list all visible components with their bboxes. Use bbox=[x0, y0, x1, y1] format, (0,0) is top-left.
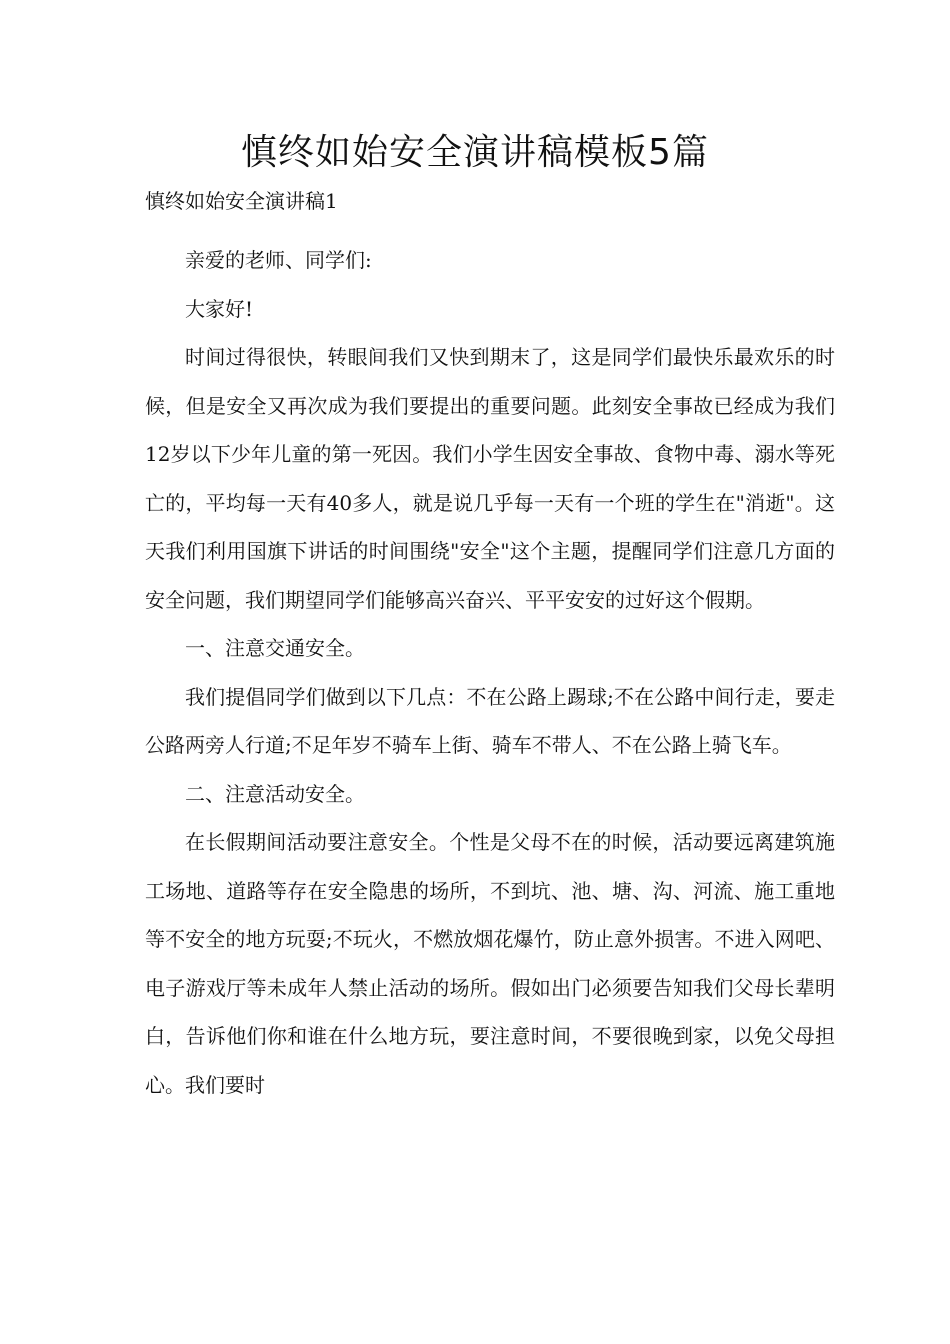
paragraph-heading-activity: 二、注意活动安全。 bbox=[185, 781, 365, 806]
document-title: 慎终如始安全演讲稿模板5篇 bbox=[241, 132, 709, 173]
paragraph-activity: 在长假期间活动要注意安全。个性是父母不在的时候，活动要远离建筑施工场地、道路等存在安全隐患的场所，不到坑、池、塘、沟、河流、施工重地等不安全的地方玩耍;不玩火，不燃放烟花爆竹，防止意外损害。不进入网吧、电子游戏厅等未成年人禁止活动的场所。假如出门必须要告知我们父母长辈明白，告诉他们你和谁在什么地方玩，要注意时间，不要很晚到家，以免父母担心。我们要时 bbox=[145, 830, 835, 1097]
paragraph-heading-traffic: 一、注意交通安全。 bbox=[185, 636, 365, 660]
document-subtitle: 慎终如始安全演讲稿1 bbox=[145, 189, 338, 213]
document-body bbox=[145, 236, 835, 1109]
paragraph-hello: 大家好! bbox=[185, 296, 254, 321]
paragraph-intro: 时间过得很快，转眼间我们又快到期末了，这是同学们最快乐最欢乐的时候，但是安全又再次成为我们要提出的重要问题。此刻安全事故已经成为我们12岁以下少年儿童的第一死因。我们小学生因安全事故、食物中毒、溺水等死亡的，平均每一天有40多人，就是说几乎每一天有一个班的学生在"消逝"。这天我们利用国旗下讲话的时间围绕"安全"这个主题，提醒同学们注意几方面的安全问题，我们期望同学们能够高兴奋兴、平平安安的过好这个假期。 bbox=[145, 345, 835, 612]
paragraph-greeting: 亲爱的老师、同学们: bbox=[185, 248, 372, 272]
paragraph-traffic: 我们提倡同学们做到以下几点：不在公路上踢球;不在公路中间行走，要走公路两旁人行道;不足年岁不骑车上街、骑车不带人、不在公路上骑飞车。 bbox=[145, 684, 835, 757]
